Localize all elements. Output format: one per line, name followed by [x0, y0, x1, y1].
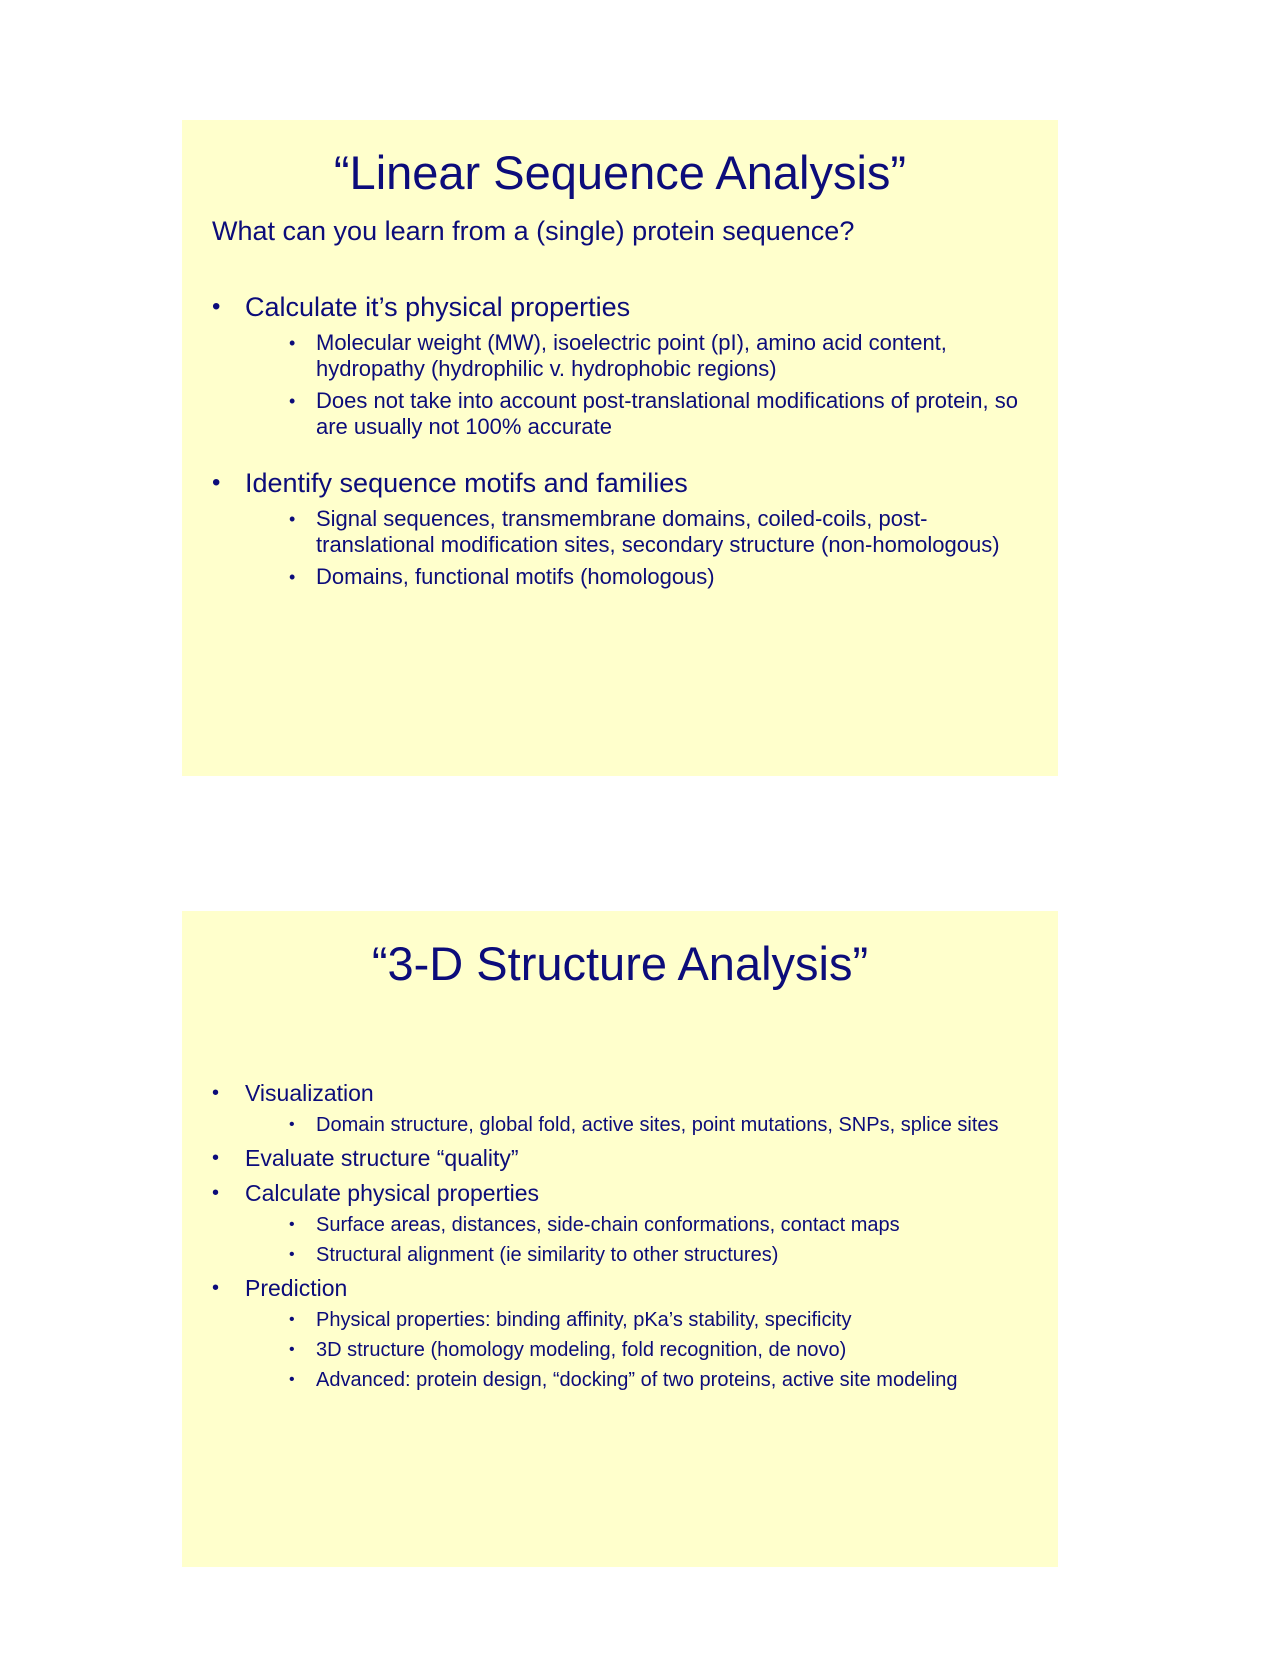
sub-list-item [245, 506, 1032, 558]
sub-list-item [245, 1212, 1032, 1238]
list-item [212, 1078, 1032, 1138]
bullet-icon: • [289, 1341, 295, 1358]
bullet-icon: • [289, 1311, 295, 1328]
sub-list-item-text: Does not take into account post-translational modifications of protein, so are usually not 100% accurate [316, 388, 1018, 439]
bullet-icon: • [212, 1182, 220, 1204]
bullet-icon: • [289, 1246, 295, 1263]
sub-list-item [245, 330, 1032, 382]
sub-list-item-text: Physical properties: binding affinity, pKa’s stability, specificity [316, 1309, 852, 1331]
sub-list [245, 506, 1032, 590]
bullet-icon: • [289, 1371, 295, 1388]
list-item [212, 290, 1032, 440]
sub-list-item [245, 1367, 1032, 1393]
sub-list [245, 1212, 1032, 1268]
sub-list-item-text: Structural alignment (ie similarity to other structures) [316, 1244, 779, 1266]
list-item-text: Calculate it’s physical properties [245, 292, 631, 322]
list-item-text: Prediction [245, 1275, 348, 1301]
slide-title: “3-D Structure Analysis” [371, 937, 869, 990]
bullet-icon: • [212, 293, 221, 320]
list-item [212, 1143, 1032, 1173]
sub-list-item-text: Advanced: protein design, “docking” of two proteins, active site modeling [316, 1369, 958, 1391]
list-item [212, 466, 1032, 590]
sub-list-item [245, 1112, 1032, 1138]
bullet-icon: • [289, 509, 296, 529]
sub-list [245, 1112, 1032, 1138]
bullet-icon: • [289, 1216, 295, 1233]
bullet-icon: • [212, 1277, 220, 1299]
bullet-list [212, 1078, 1032, 1393]
bullet-icon: • [289, 391, 296, 411]
sub-list-item [245, 1307, 1032, 1333]
sub-list [245, 1307, 1032, 1393]
sub-list [245, 330, 1032, 440]
bullet-icon: • [289, 567, 296, 587]
sub-list-item-text: Surface areas, distances, side-chain conformations, contact maps [316, 1214, 900, 1236]
list-item-text: Identify sequence motifs and families [245, 468, 688, 498]
slide-3d-structure-analysis [182, 911, 1058, 1567]
sub-list-item-text: Domain structure, global fold, active sites, point mutations, SNPs, splice sites [316, 1114, 999, 1136]
bullet-icon: • [289, 1116, 295, 1133]
slide-subtitle: What can you learn from a (single) protein sequence? [212, 216, 855, 246]
slide-title: “Linear Sequence Analysis” [333, 146, 907, 199]
list-item [212, 1178, 1032, 1268]
bullet-icon: • [212, 1147, 220, 1169]
list-item-text: Calculate physical properties [245, 1180, 540, 1206]
sub-list-item-text: Molecular weight (MW), isoelectric point (pI), amino acid content, hydropathy (hydrophilic v. hydrophobic regions) [316, 330, 947, 381]
sub-list-item-text: Domains, functional motifs (homologous) [316, 564, 715, 589]
bullet-icon: • [212, 1082, 220, 1104]
sub-list-item [245, 1242, 1032, 1268]
bullet-icon: • [289, 333, 296, 353]
sub-list-item [245, 1337, 1032, 1363]
bullet-list [212, 290, 1032, 590]
bullet-icon: • [212, 469, 221, 496]
sub-list-item-text: 3D structure (homology modeling, fold recognition, de novo) [316, 1339, 847, 1361]
sub-list-item-text: Signal sequences, transmembrane domains, coiled-coils, post-translational modification sites, secondary structure (non-homologous) [316, 506, 1000, 557]
list-item-text: Evaluate structure “quality” [245, 1145, 519, 1171]
list-item [212, 1273, 1032, 1393]
sub-list-item [245, 388, 1032, 440]
slide-linear-sequence-analysis [182, 120, 1058, 776]
sub-list-item [245, 564, 1032, 590]
list-item-text: Visualization [245, 1080, 374, 1106]
